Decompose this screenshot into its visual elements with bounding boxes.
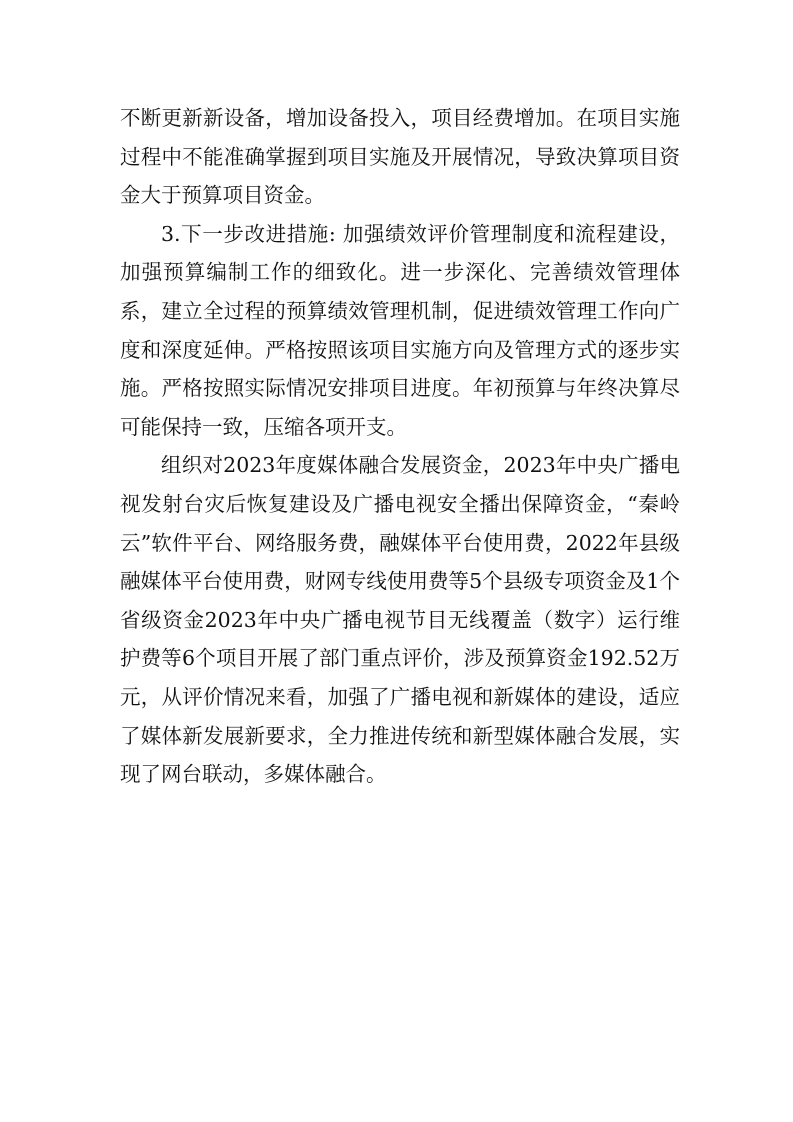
paragraph-continuation: 不断更新新设备，增加设备投入，项目经费增加。在项目实施过程中不能准确掌握到项目实施及开展情况，导致决算项目资金大于预算项目资金。	[120, 106, 680, 208]
paragraph-key-evaluation: 组织对2023年度媒体融合发展资金，2023年中央广播电视发射台灾后恢复建设及广播电视安全播出保障资金，“秦岭云”软件平台、网络服务费，融媒体平台使用费，2022年县级融媒体平台使用费，财网专线使用费等5个县级专项资金及1个省级资金2023年中央广播电视节目无线覆盖（数字）运行维护费等6个项目开展了部门重点评价，涉及预算资金192.52万元，从评价情况来看，加强了广播电视和新媒体的建设，适应了媒体新发展新要求，全力推进传统和新型媒体融合发展，实现了网台联动，多媒体融合。	[120, 453, 680, 787]
document-body	[120, 99, 680, 794]
paragraph-improvement-measures: 3.下一步改进措施: 加强绩效评价管理制度和流程建设，加强预算编制工作的细致化。进一步深化、完善绩效管理体系，建立全过程的预算绩效管理机制，促进绩效管理工作向广度和深度延伸。严格按照该项目实施方向及管理方式的逐步实施。严格按照实际情况安排项目进度。年初预算与年终决算尽可能保持一致，压缩各项开支。	[120, 221, 680, 439]
